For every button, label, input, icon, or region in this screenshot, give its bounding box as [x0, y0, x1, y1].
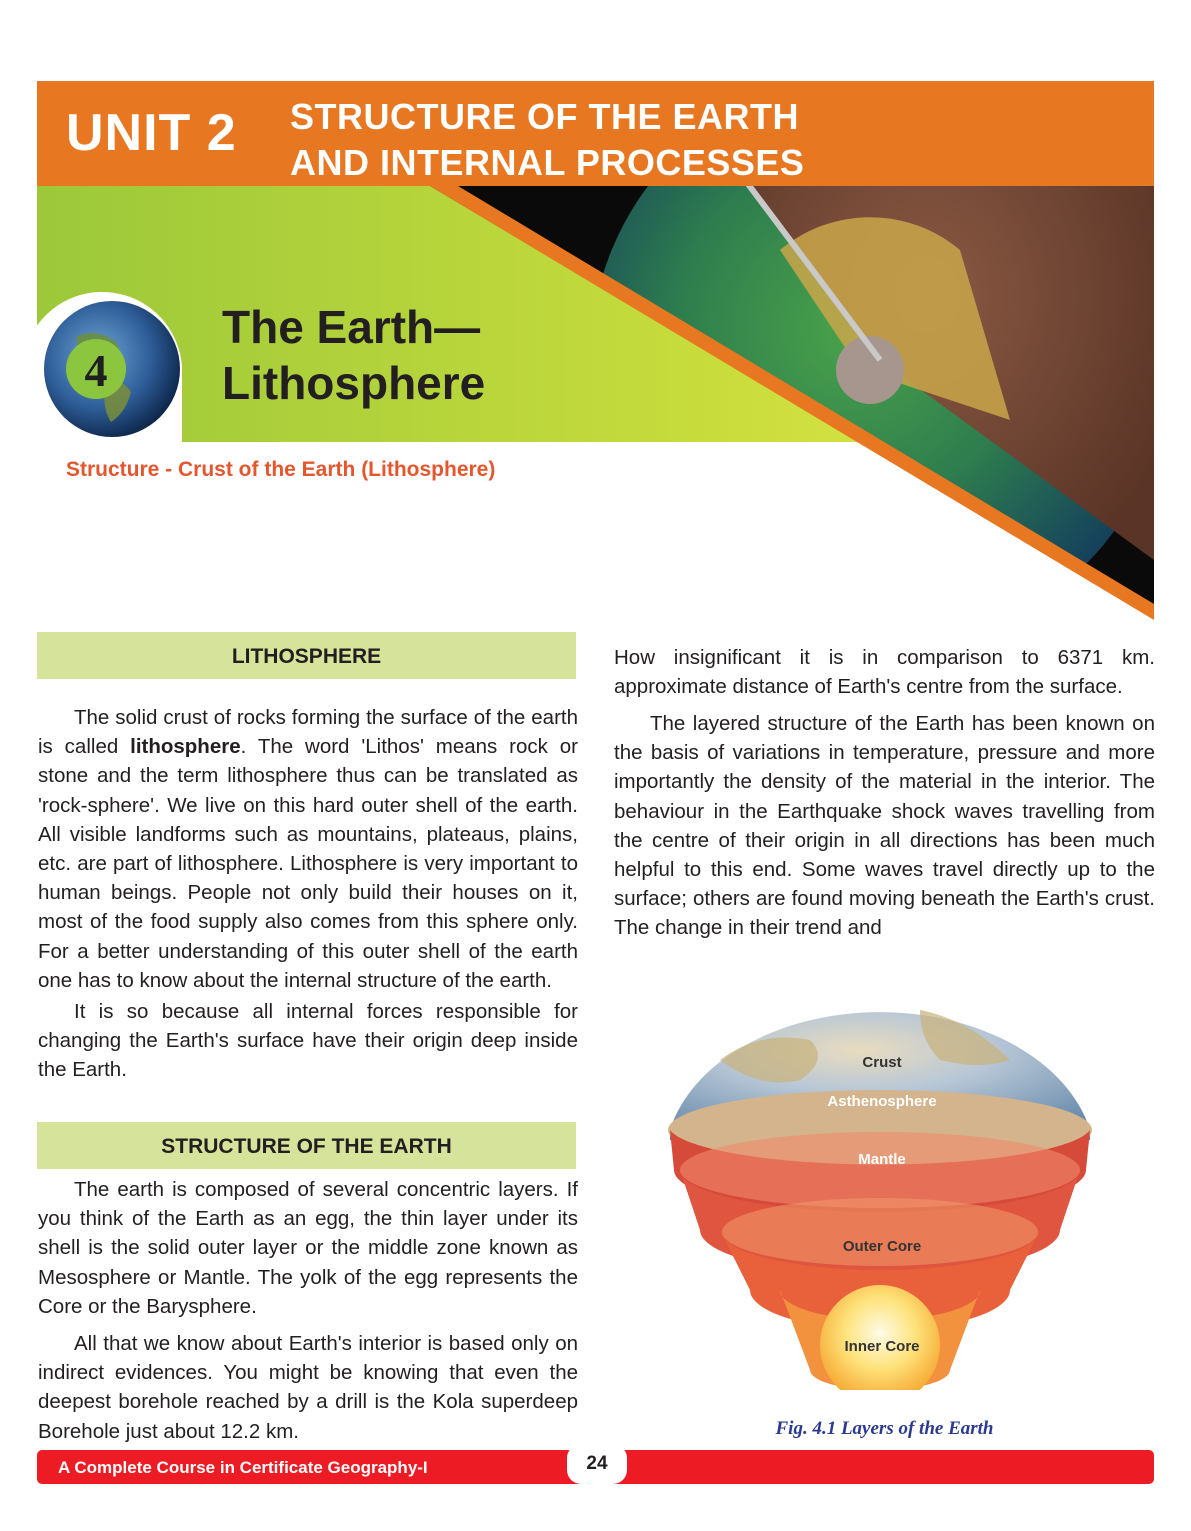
earth-layers-diagram [660, 970, 1120, 1390]
label-inner-core: Inner Core [844, 1338, 920, 1355]
chapter-title [222, 299, 485, 411]
unit-title-line2: AND INTERNAL PROCESSES [290, 142, 805, 183]
unit-title-line1: STRUCTURE OF THE EARTH [290, 96, 799, 137]
label-crust: Crust [862, 1054, 902, 1071]
lithosphere-text [38, 703, 578, 1085]
footer-book-title: A Complete Course in Certificate Geography-I [58, 1458, 428, 1477]
section-heading-structure: STRUCTURE OF THE EARTH [37, 1122, 576, 1169]
section-heading-lithosphere: LITHOSPHERE [37, 632, 576, 679]
page-number: 24 [586, 1453, 608, 1474]
globe-icon [36, 287, 182, 442]
label-mantle: Mantle [858, 1151, 906, 1168]
paragraph: The layered structure of the Earth has been known on the basis of variations in temperature, pressure and more importantly the density of the material in the interior. The behaviour in the Earthquake shock waves travelling from the centre of their origin in all directions has been much helpful to this end. Some waves travel directly up to the surface; others are found moving beneath the Earth's crust. The change in their trend and [614, 712, 1155, 940]
figure-caption: Fig. 4.1 Layers of the Earth [775, 1418, 994, 1439]
unit-label: UNIT 2 [66, 104, 237, 162]
paragraph: The earth is composed of several concentric layers. If you think of the Earth as an egg, the thin layer under its shell is the solid outer layer or the middle zone known as Mesosphere or Mantle. The yolk of the egg represents the Core or the Barysphere. [38, 1178, 578, 1318]
structure-text-2 [38, 1329, 578, 1446]
paragraph: All that we know about Earth's interior is based only on indirect evidences. You might be knowing that even the deepest borehole reached by a drill is the Kola superdeep Borehole just about 12.2 km. [38, 1332, 578, 1443]
chapter-subtitle: Structure - Crust of the Earth (Lithosphere) [66, 458, 496, 481]
paragraph: The solid crust of rocks forming the surface of the earth is called lithosphere. The word 'Lithos' means rock or stone and the term lithosphere thus can be translated as 'rock-sphere'. We live on this hard outer shell of the earth. All visible landforms such as mountains, plateaus, plains, etc. are part of lithosphere. Lithosphere is very important to human beings. People not only build their houses on it, most of the food supply also comes from this sphere only. For a better understanding of this outer shell of the earth one has to know about the internal structure of the earth. [38, 706, 578, 992]
label-asthenosphere: Asthenosphere [827, 1093, 937, 1110]
chapter-number: 4 [84, 345, 108, 396]
term-lithosphere: lithosphere [130, 735, 241, 759]
chapter-title-line2: Lithosphere [222, 357, 486, 409]
structure-text [38, 1175, 578, 1321]
label-outer-core: Outer Core [842, 1238, 922, 1255]
chapter-title-line1: The Earth— [222, 301, 481, 353]
paragraph: It is so because all internal forces responsible for changing the Earth's surface have their origin deep inside the Earth. [38, 1000, 578, 1082]
right-column-text-1 [614, 643, 1155, 701]
right-column-text-2 [614, 709, 1155, 943]
paragraph: How insignificant it is in comparison to 6371 km. approximate distance of Earth's centre from the surface. [614, 646, 1155, 699]
